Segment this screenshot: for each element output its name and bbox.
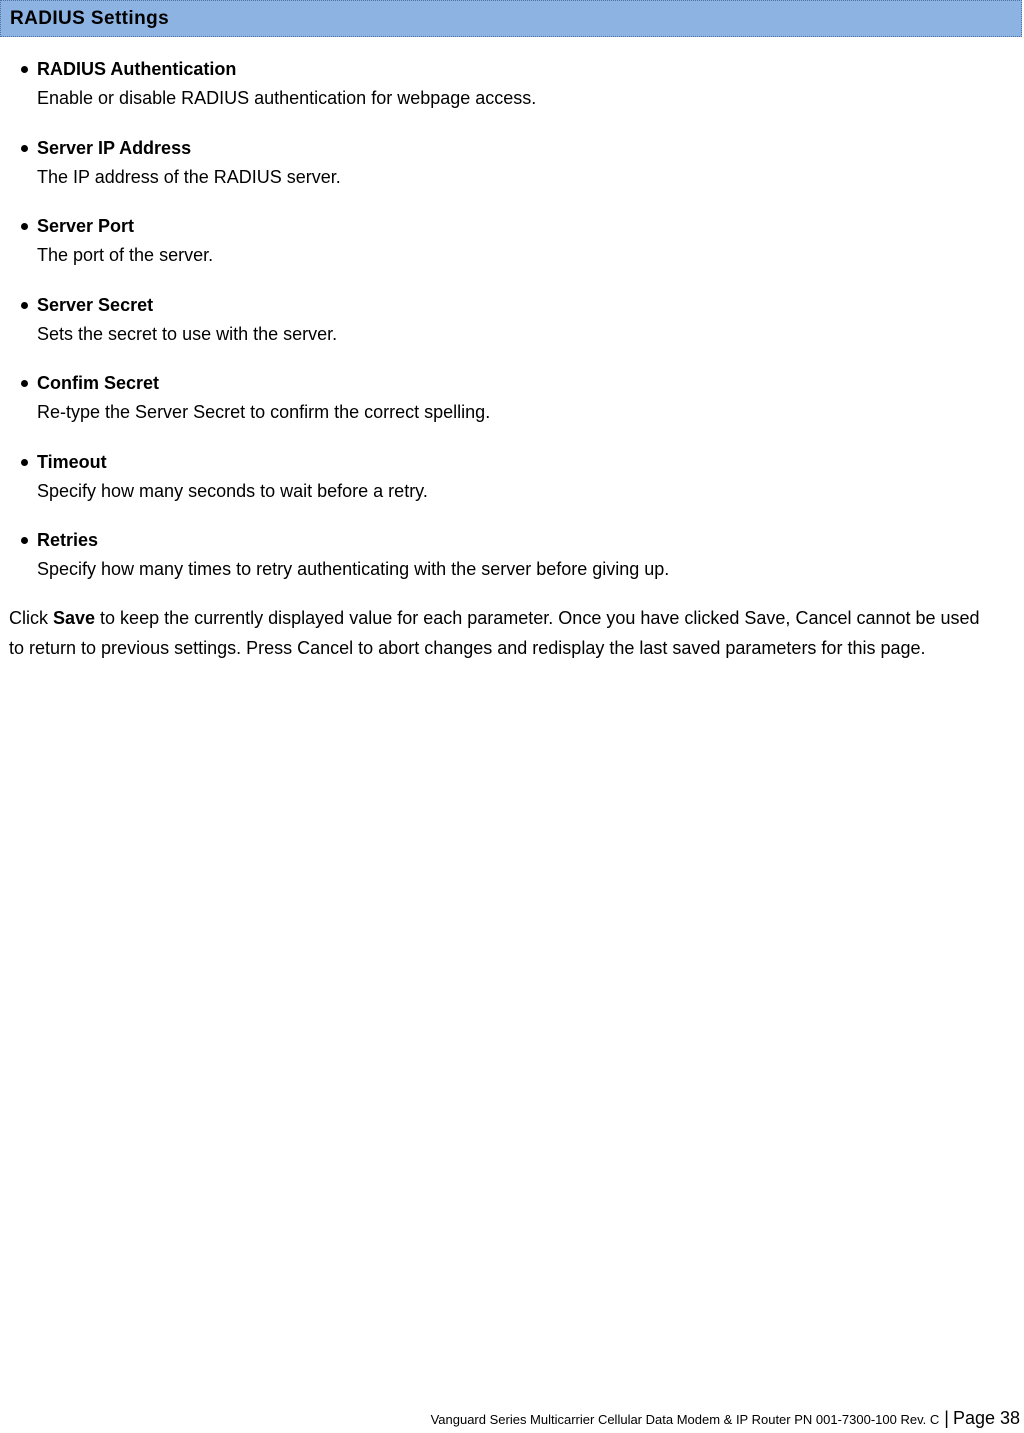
list-item (0, 451, 1024, 530)
list-item (0, 215, 1024, 294)
closing-paragraph (9, 604, 999, 663)
parameter-description: Specify how many times to retry authenticating with the server before giving up. (37, 559, 670, 579)
bullet-icon (21, 459, 28, 466)
bullet-icon (21, 145, 28, 152)
parameter-description: Enable or disable RADIUS authentication for webpage access. (37, 88, 537, 108)
parameter-description: The port of the server. (37, 245, 214, 265)
bullet-icon (21, 380, 28, 387)
parameter-name: Server IP Address (37, 137, 192, 158)
parameter-name: Confim Secret (37, 373, 160, 393)
save-keyword: Save (53, 608, 96, 628)
bullet-icon (21, 537, 28, 544)
list-item (0, 137, 1024, 216)
parameter-name: Server Secret (37, 294, 154, 315)
section-header (0, 0, 1022, 37)
closing-prefix: Click (9, 608, 53, 628)
page-footer (431, 1408, 1020, 1429)
parameter-name: RADIUS Authentication (37, 59, 237, 79)
list-item (0, 372, 1024, 451)
footer-document-title: Vanguard Series Multicarrier Cellular Data Modem & IP Router PN 001-7300-100 Rev. C (430, 1412, 940, 1427)
parameter-name: Retries (37, 530, 99, 550)
parameter-description: Re-type the Server Secret to confirm the correct spelling. (37, 402, 491, 422)
parameter-list (0, 58, 1024, 608)
parameter-description: The IP address of the RADIUS server. (37, 166, 341, 187)
parameter-name: Timeout (37, 451, 107, 472)
bullet-icon (21, 66, 28, 73)
closing-suffix: to keep the currently displayed value for each parameter. Once you have clicked Save, Cancel cannot be used to return to previous settings. Press Cancel to abort changes and redisplay the last saved parameters for this page. (9, 608, 980, 658)
footer-separator: | (944, 1408, 949, 1428)
bullet-icon (21, 302, 28, 309)
parameter-description: Specify how many seconds to wait before a retry. (37, 480, 428, 501)
list-item (0, 58, 1024, 137)
list-item (0, 294, 1024, 373)
section-title: RADIUS Settings (10, 8, 170, 29)
parameter-description: Sets the secret to use with the server. (37, 323, 338, 344)
page-number: Page 38 (952, 1408, 1020, 1428)
list-item (0, 529, 1024, 608)
bullet-icon (21, 223, 28, 230)
parameter-name: Server Port (37, 216, 135, 236)
